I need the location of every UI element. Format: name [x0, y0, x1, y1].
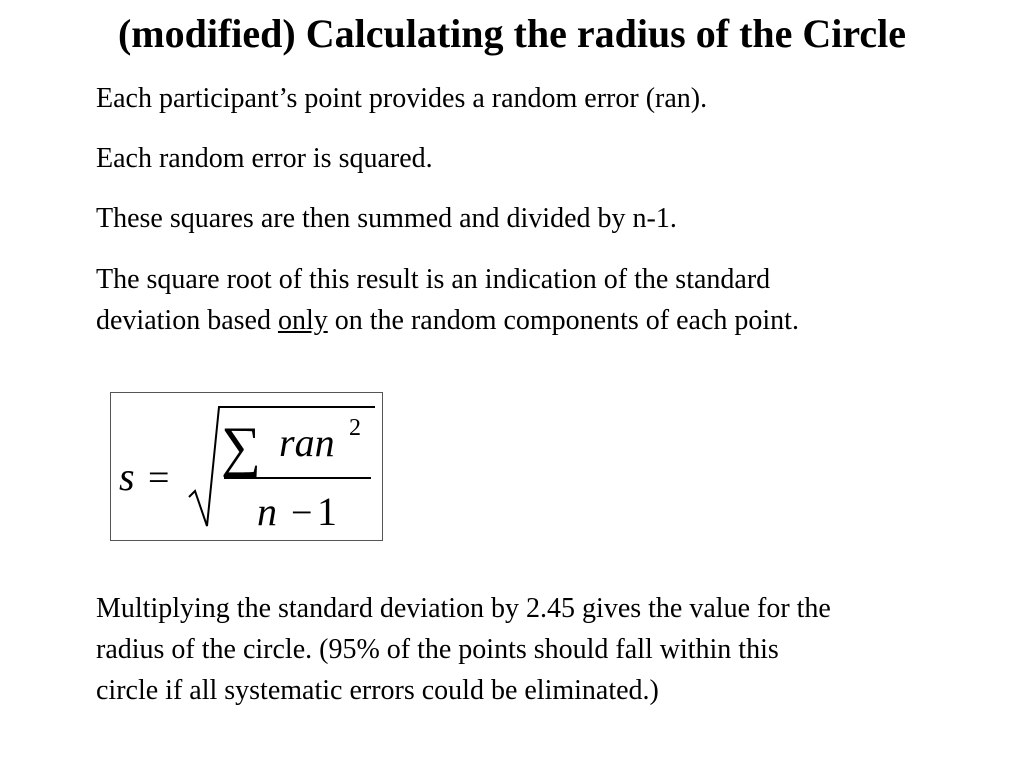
denominator-minus: − [291, 492, 313, 534]
standard-deviation-formula [111, 393, 384, 542]
formula-lhs: s [119, 454, 135, 499]
formula-box [110, 392, 383, 541]
paragraph-square-root [96, 259, 836, 341]
numerator-ran: ran [279, 420, 335, 465]
exponent-two: 2 [349, 415, 361, 441]
sum-symbol: ∑ [221, 416, 261, 478]
paragraph-summed: These squares are then summed and divided by n-1. [96, 203, 677, 234]
square-root-text-end: on the random components of each point. [327, 305, 799, 336]
denominator-one: 1 [317, 489, 337, 534]
paragraph-radius: Multiplying the standard deviation by 2.45 gives the value for the radius of the circle. (95% of the points should fall within this circle if all systematic errors could be eliminated.) [96, 593, 831, 706]
formula-equals: = [148, 457, 170, 499]
slide-title: (modified) Calculating the radius of the Circle [117, 11, 907, 56]
paragraph-random-error: Each participant’s point provides a random error (ran). [96, 83, 708, 114]
underlined-only: only [277, 305, 328, 336]
paragraph-squared: Each random error is squared. [96, 143, 433, 174]
denominator-n: n [257, 489, 277, 534]
square-root-text-start: The square root of this result is an indication of the standard deviation based [96, 264, 771, 336]
